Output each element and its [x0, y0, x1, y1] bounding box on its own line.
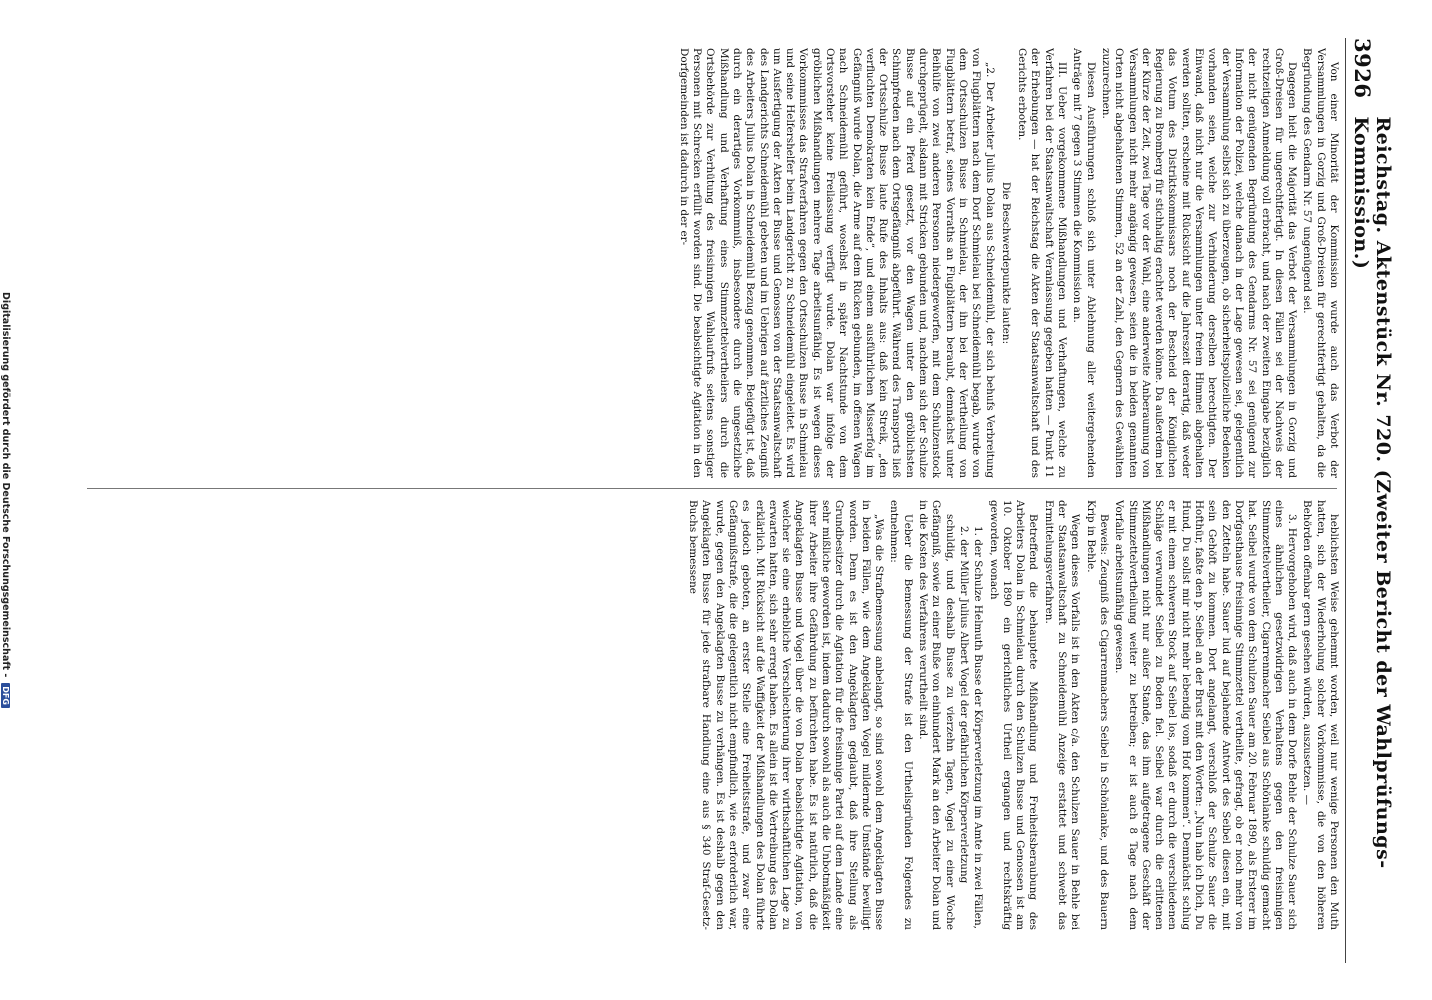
column-divider — [87, 488, 1337, 489]
section-heading: Die Beschwerdepunkte lauten: — [999, 181, 1012, 345]
digitization-footer — [0, 0, 12, 1000]
right-text-column — [80, 500, 1340, 930]
left-text-column — [80, 48, 1340, 478]
paragraph: Von einer Minorität der Kommission wurde auch das Verbot der Versammlungen in Gorzig und Groß-Dreisen für gerechtfertigt gehalten, da die Begründung des Gendarm Nr. 57 ungenügend sei. — [1301, 48, 1340, 478]
paragraph: „2. Der Arbeiter Julius Dolan aus Schneidemühl, der sich behufs Verbreitung von Flugblättern nach dem Dorf Schmielau bei Schneidemühl begab, wurde von dem Ortsschulzen Busse in Schmielau, der ihn bei der Vertheilung von Flugblättern betraf, seines Vorraths an Flugblättern beraubt, demnächst unter Beihülfe von zwei anderen Personen niedergeworfen, mit dem Schulzenstock durchgeprügelt, alsdann mit Stricken gebunden und, nachdem sich der Schulze Busse auf ein Pferd gesetzt, vor den Wagen unter den gröblichsten Schimpfreden nach dem Ortsgefängniß abgeführt. Während des Transports ließ der Ortsschulze Busse laute Rufe des Inhalts aus: daß kein Streik, „den verfluchten Demokraten kein Ende“, und einem ausführlichen Misserfolg im Gefängniß wurde Dolan, die Arme auf dem Rücken gebunden, im offenen Wagen nach Schneidemühl geführt, woselbst in später Nachtstunde von dem Ortsvorsteher keine Freilassung verfügt wurde. Dolan war infolge der gröblichen Mißhandlungen mehrere Tage arbeitsunfähig. Es ist wegen dieses Vorkommnisses das Strafverfahren gegen den Ortsschulzen Busse in Schmielau und seine Helfershelfer beim Landgericht zu Schneidemühl eingeleitet. Es wird um Ausfertigung der Akten der Busse und Genossen von der Staatsanwaltschaft des Landgerichts Schneidemühl gebeten und im Uebrigen auf ärztliches Zeugniß des Arbeiters Julius Dolan in Schneidemühl Bezug genommen. Beigefügt ist, daß durch ein derartiges Vorkommniß, insbesondere durch die ungesetzliche Mißhandlung und Verhaftung eines Stimmzettelvertheilers durch die Ortsbehörde zur Verhütung des freisinnigen Wahlaufrufs seitens sonstiger Personen mit Schrecken erfüllt worden sind. Die beabsichtigte Agitation in den Dorfgemeinden ist dadurch in der er- — [677, 48, 996, 478]
list-item: 2. der Müller Julius Albert Vogel der gefährlichen Körperverletzung — [957, 526, 970, 884]
running-title: Reichstag. Aktenstück Nr. 720. (Zweiter Bericht der Wahlprüfungs-Kommission.) — [1350, 116, 1394, 869]
paragraph: III. Ueber vorgekommene Mißhandlungen und Verhaftungen, welche zu Verfahren bei der Staatsanwaltschaft Veranlassung gegeben hatten — Punkt 11 der Erhebungen — hat der Reichstag die Akten der Staatsanwaltschaft und des Gerichts erboten. — [1016, 48, 1069, 478]
paragraph: „Was die Strafbemessung anbelangt, so sind sowohl dem Angeklagten Busse in beiden Fällen, wie dem Angeklagten Vogel mildernde Umstände bewilligt worden. Denn es ist den Angeklagten geglaubt, daß ihre Stellung als Grundbesitzer durch die Agitation für die freisinnige Partei auf dem Lande eine sehr mißliche geworden ist, indem dadurch sowohl als auch die Unbotmäßigkeit ihrer Arbeiter ihre Gefährdung zu befürchten habe. Es ist natürlich, daß die Angeklagten Busse und Vogel über die von Dolan beabsichtigte Agitation, von welcher sie eine erhebliche Verschlechterung ihrer wirthschaftlichen Lage zu erwarten hatten, sich sehr erregt haben. Es allein ist die Vertreibung des Dolan erklärlich. Mit Rücksicht auf die Waffigkeit der Mißhandlungen des Dolan führte es jedoch geboten, an erster Stelle eine Freiheitsstrafe, und zwar eine Gefängnißstrafe, die die gelegentlich nicht empfindlich, wie es erforderlich war, wurde, gegen den Angeklagten Busse zu verhängen. Es ist deshalb gegen den Angeklagten Busse für jede strafbare Handlung eine aus § 340 Straf-Gesetz-Buchs bemessene — [687, 500, 886, 930]
paragraph: 3. Hervorgehoben wird, daß auch in dem Dorfe Behle der Schulze Sauer sich eines ähnlichen gesetzwidrigen Verhaltens gegen den freisinnigen Stimmzettelvertheiler, Cigarrenmacher Seibel aus Schönlanke schuldig gemacht hat. Seibel wurde von dem Schulzen Sauer am 20. Februar 1890, als Ersterer im Dorfgasthause freisinnige Stimmzettel vertheilte, gefragt, ob er noch mehr von den Zetteln habe. Sauer lud auf bejahende Antwort des Seibel diesen ein, mit sein Gehöft zu kommen. Dort angelangt, verschloß der Schulze Sauer die Hofthür, faßte den p. Seibel an der Brust mit den Worten: „Nun hab ich Dich, Du Hund, Du sollst mir nicht mehr lebendig vom Hof kommen“. Demnächst schlug er mit einem schweren Stock auf Seibel los, sodaß er durch die verschiedenen Schläge verwundet Seibel zu Boden fiel. Seibel war durch die erlittenen Mißhandlungen nicht nur außer Stande, das ihm aufgetragene Geschäft der Stimmzettelvertheilung weiter zu betreiben; er ist auch 8 Tage nach dem Vorfalle arbeitsunfähig gewesen. — [1113, 500, 1299, 930]
paragraph: heblichsten Weise gehemmt worden, weil nur wenige Personen den Muth hatten, sich der Wiederholung solcher Vorkommnisse, die von den höheren Behörden offenbar gern gesehen würden, auszusetzen. — — [1301, 500, 1340, 930]
dfg-logo-icon: DFG — [2, 683, 11, 708]
paragraph: Ueber die Bemessung der Strafe ist den Urtheilsgründen Folgendes zu entnehmen: — [888, 500, 914, 930]
paragraph: Dagegen hielt die Majorität das Verbot der Versammlungen in Gorzig und Groß-Dreisen für ungerechtfertigt. In diesen Fällen sei der Nachweis der rechtzeitigen Anmeldung voll erbracht, und nach der zweiten Eingabe bezüglich der nicht genügenden Begründung des Gendarms Nr. 57 sei genügend zur Information der Polizei, welche danach in der Lage gewesen sei, gelegentlich der Versammlung selbst sich zu überzeugen, ob sicherheitspolizeiliche Bedenken vorhanden seien, welche zur Verhinderung derselben berechtigten. Der Einwand, daß nicht nur die Versammlungen unter freiem Himmel abgehalten werden sollten, erscheine mit Rücksicht auf die Jahreszeit derartig, daß weder das Votum des Distriktskommissars noch der Bescheid der Königlichen Regierung zu Bromberg für stichhaltig erachtet werden könne. Da außerdem bei der Kürze der Zeit, zwei Tage vor der Wahl, eine anderweite Anberaumung von Versammlungen nicht mehr angängig gewesen, seien die in beiden genannten Orten nicht abgehaltenen Stimmen, 52 an der Zahl, den Gegnern des Gewählten zuzurechnen. — [1099, 48, 1299, 478]
header-rule — [1345, 38, 1346, 963]
page-header — [1350, 38, 1394, 963]
paragraph: Wegen dieses Vorfalls ist in den Akten c/a. den Schulzen Sauer in Behle bei der Staatsanwaltschaft zu Schneidemühl Anzeige erstattet und schwebt das Ermittelungsverfahren. — [1042, 500, 1082, 930]
list-item: 1. der Schulze Helmuth Busse der Körperverletzung im Amte in zwei Fällen, — [972, 526, 985, 929]
paragraph: Diesen Ausführungen schloß sich unter Ablehnung aller weitergehenden Anträge mit 7 gegen 3 Stimmen die Kommission an. — [1071, 48, 1097, 478]
paragraph: Beweis: Zeugniß des Cigarrenmachers Seibel in Schönlanke, und des Bauern Krip in Behle. — [1084, 500, 1110, 930]
page-number: 3926 — [1350, 38, 1375, 99]
paragraph: schuldig, und deshalb Busse zu vierzehn Tagen, Vogel zu einer Woche Gefängniß, sowie zu einer Buße von einhundert Mark an den Arbeiter Dolan und in die Kosten des Verfahrens verurtheilt sind. — [917, 500, 956, 930]
paragraph: Betreffend die behauptete Mißhandlung und Freiheitsberaubung des Arbeiters Dolan in Schmielau durch den Schulzen Busse und Genossen ist am 10. Oktober 1890 ein gerichtliches Urtheil ergangen und rechtskräftig geworden, wonach — [987, 500, 1040, 930]
footer-credit: Digitalisierung gefördert durch die Deutsche Forschungsgemeinschaft - — [0, 292, 12, 678]
